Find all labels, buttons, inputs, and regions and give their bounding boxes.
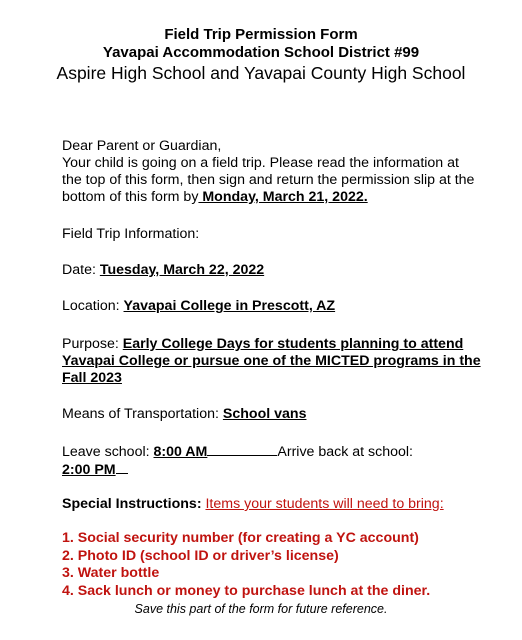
- transport-row: [62, 406, 482, 423]
- list-item: 4. Sack lunch or money to purchase lunch at the diner.: [62, 582, 431, 599]
- purpose-row: [62, 336, 482, 387]
- leave-value: 8:00 AM: [153, 444, 208, 460]
- list-item: 2. Photo ID (school ID or driver’s license): [62, 547, 339, 564]
- location-value: Yavapai College in Prescott, AZ: [123, 298, 336, 314]
- leave-underline: [207, 443, 277, 456]
- school-names: Aspire High School and Yavapai County High School: [56, 63, 466, 83]
- purpose-value: Early College Days for students planning to attend Yavapai College or pursue one of the MICTED programs in the Fall 2023: [62, 336, 481, 386]
- date-value: Tuesday, March 22, 2022: [99, 262, 265, 278]
- intro-text: Your child is going on a field trip. Please read the information at the top of this form, then sign and return the permission slip at the bottom of this form by: [62, 155, 475, 205]
- items-list: [62, 530, 492, 600]
- greeting: Dear Parent or Guardian,: [62, 138, 222, 154]
- date-row: [62, 262, 482, 279]
- arrive-underline: [116, 461, 128, 474]
- location-label: Location:: [62, 298, 124, 314]
- footer-note: Save this part of the form for future reference.: [134, 602, 388, 616]
- leave-label: Leave school:: [62, 444, 154, 460]
- transport-label: Means of Transportation:: [62, 406, 223, 422]
- instructions-label: Special Instructions:: [62, 496, 206, 512]
- purpose-label: Purpose:: [62, 336, 123, 352]
- location-row: [62, 298, 482, 315]
- info-heading: Field Trip Information:: [62, 226, 200, 242]
- form-title: Field Trip Permission Form: [164, 26, 358, 43]
- instructions-value: Items your students will need to bring:: [205, 496, 444, 512]
- return-deadline: Monday, March 21, 2022.: [198, 189, 368, 205]
- arrive-value: 2:00 PM: [62, 462, 116, 478]
- transport-value: School vans: [222, 406, 307, 422]
- date-label: Date:: [62, 262, 100, 278]
- intro-paragraph: [62, 155, 482, 206]
- schedule-row: [62, 443, 482, 479]
- instructions-row: [62, 496, 482, 513]
- district-name: Yavapai Accommodation School District #99: [102, 44, 420, 61]
- list-item: 1. Social security number (for creating a YC account): [62, 530, 419, 546]
- arrive-label: Arrive back at school:: [277, 444, 414, 460]
- list-item: 3. Water bottle: [62, 565, 160, 581]
